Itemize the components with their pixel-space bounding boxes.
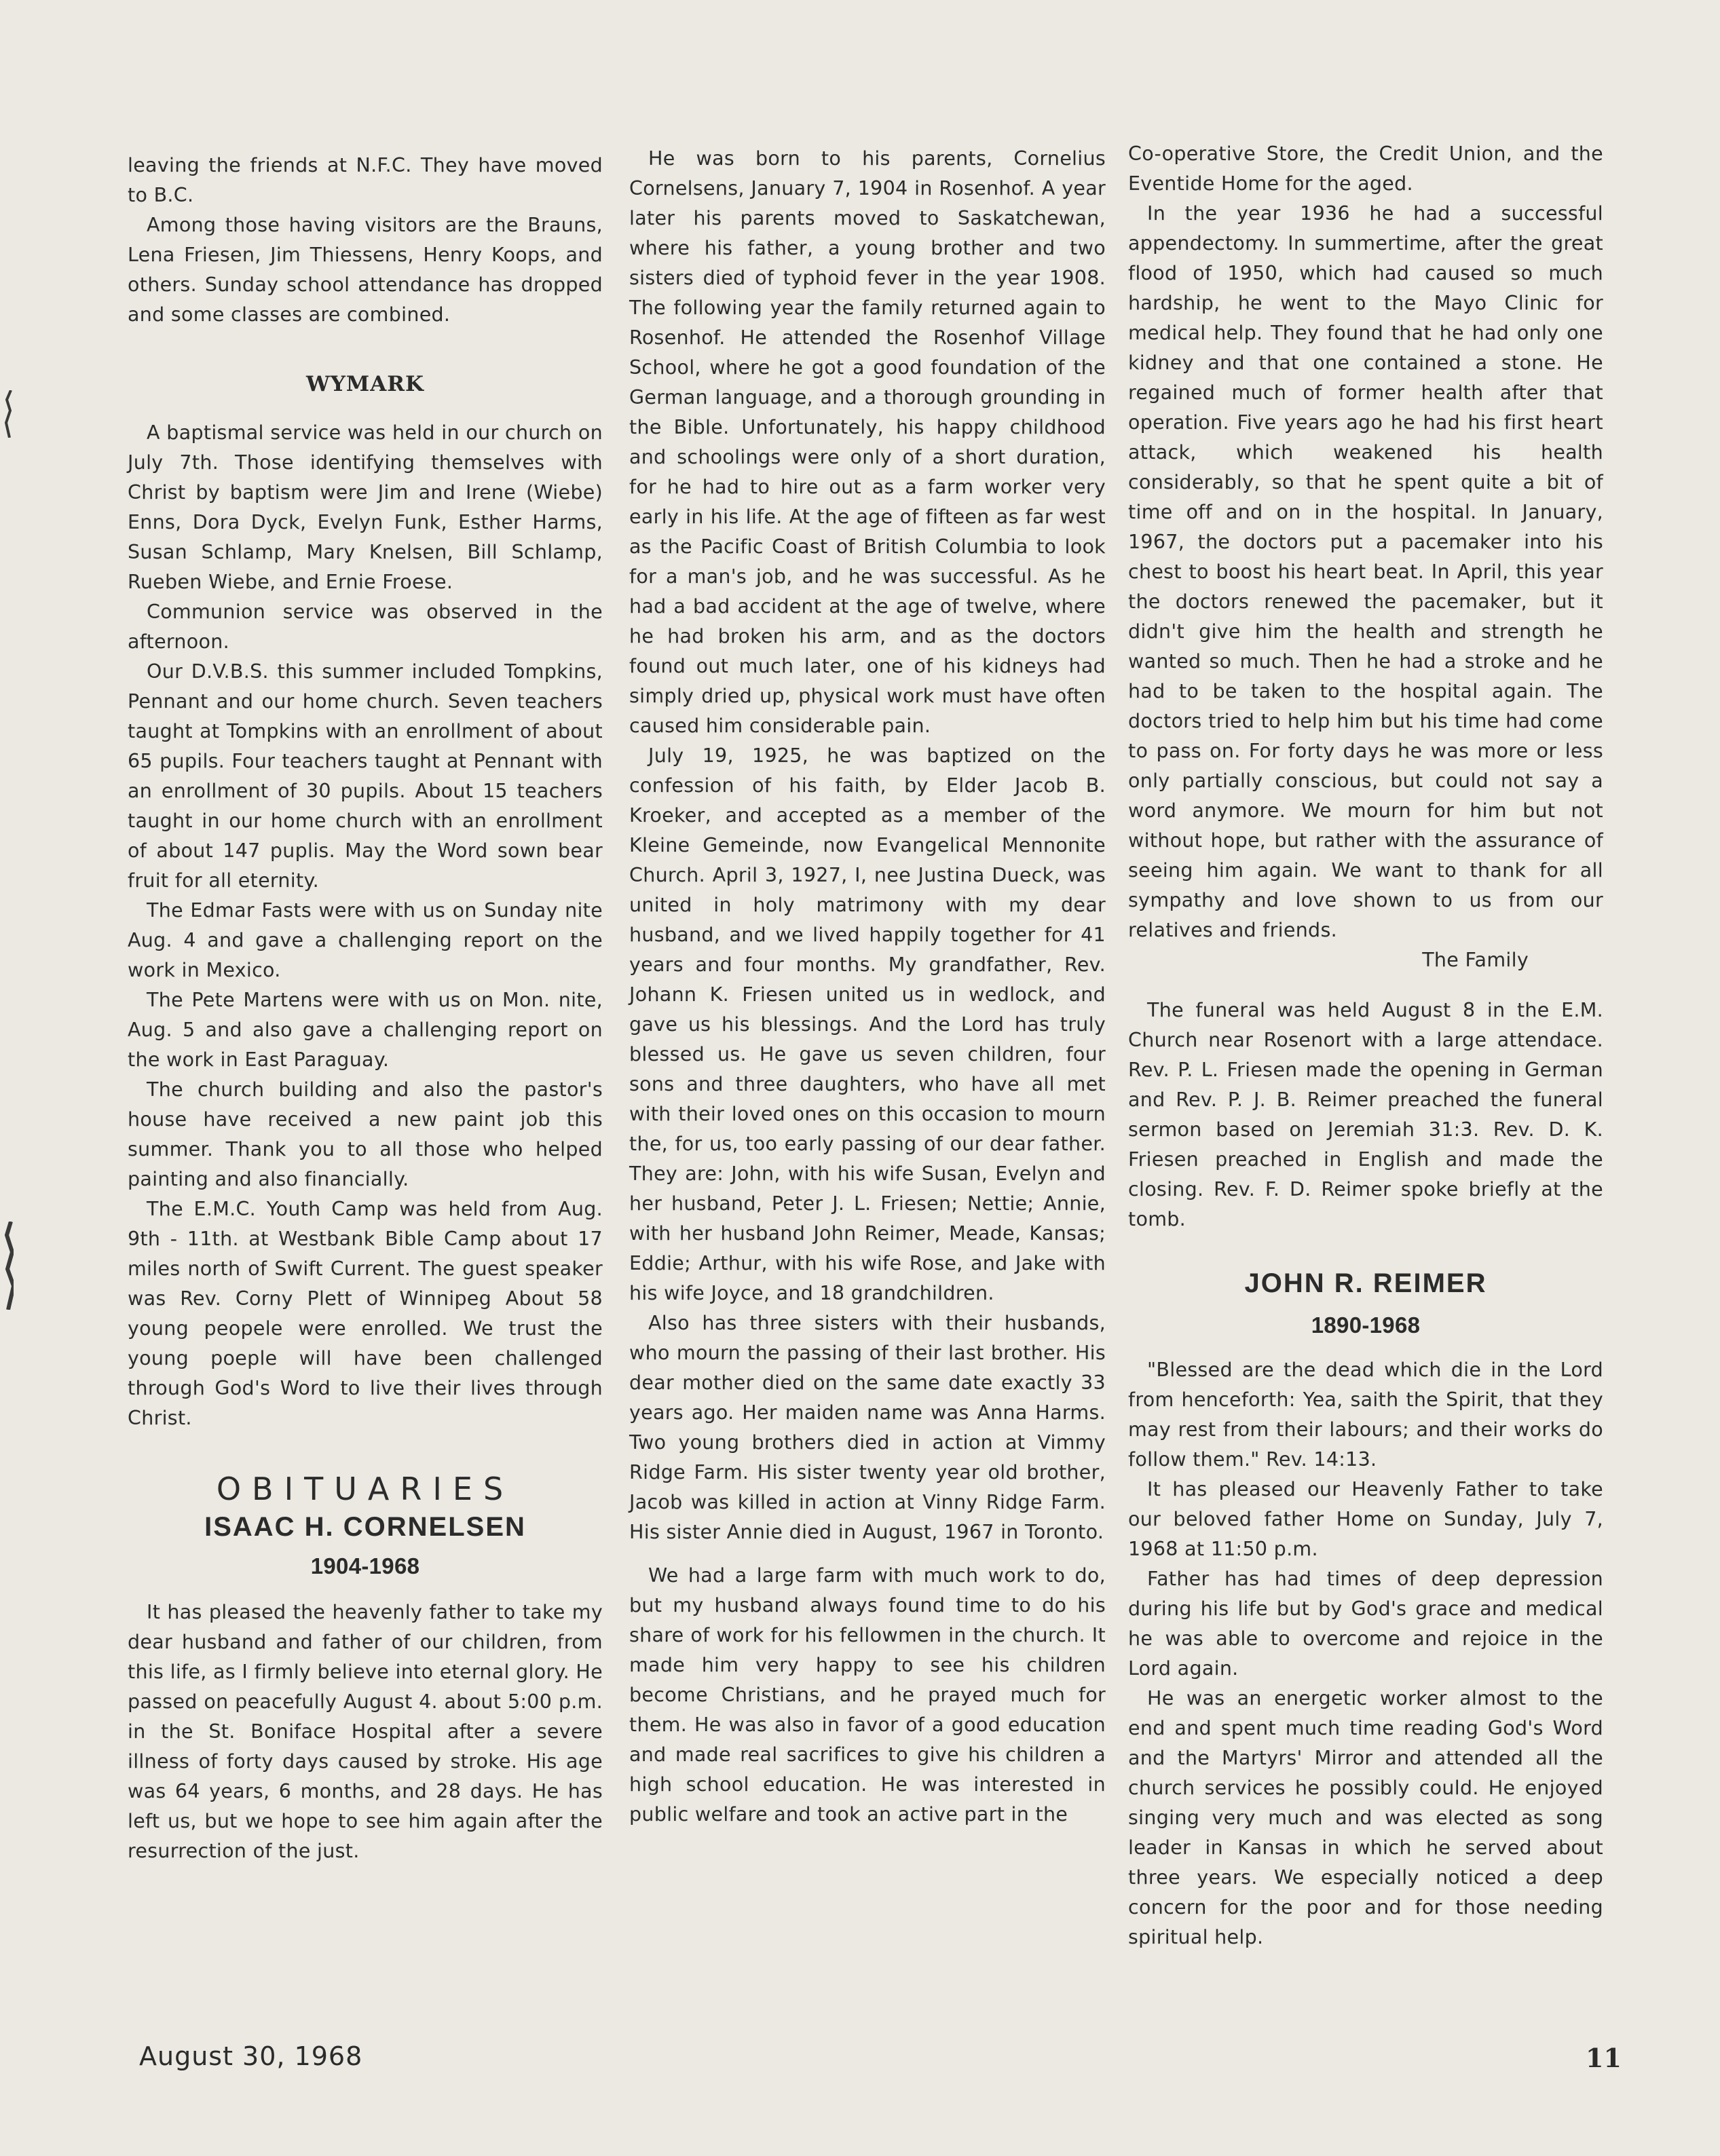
column-middle [629,144,1106,1830]
binding-tear-mark-top [4,390,14,438]
paragraph: leaving the friends at N.F.C. They have moved to B.C. [128,154,603,206]
paragraph: It has pleased our Heavenly Father to take our beloved father Home on Sunday, July 7, 1968 at 11:50 p.m. [1128,1478,1603,1560]
paragraph: It has pleased the heavenly father to take my dear husband and father of our children, from this life, as I firmly believe into eternal glory. He passed on peacefully August 4. about 5:00 p.m. in the St. Boniface Hospital after a severe illness of forty days caused by stroke. His age was 64 years, 6 months, and 28 days. He has left us, but we hope to see him again after the resurrection of the just. [128,1601,603,1862]
paragraph: He was born to his parents, Cornelius Cornelsens, January 7, 1904 in Rosenhof. A year later his parents moved to Saskatchewan, where his father, a young brother and two sisters died of typhoid fever in the year 1908. The following year the family returned again to Rosenhof. He attended the Rosenhof Village School, where he got a good foundation of the German language, and a thorough grounding in the Bible. Unfortunately, his happy childhood and schoolings were only of a short duration, for he had to hire out as a farm worker very early in his life. At the age of fifteen as far west as the Pacific Coast of British Columbia to look for a man's job, and he was successful. As he had a bad accident at the age of twelve, where he had broken his arm, and as the doctors found out much later, one of his kidneys had simply dried up, physical work must have often caused him considerable pain. [629,147,1106,737]
paragraph: Father has had times of deep depression during his life but by God's grace and medical he was able to overcome and rejoice in the Lord again. [1128,1568,1603,1680]
paragraph: A baptismal service was held in our church on July 7th. Those identifying themselves with Christ by baptism were Jim and Irene (Wiebe) Enns, Dora Dyck, Evelyn Funk, Esther Harms, Susan Schlamp, Mary Knelsen, Bill Schlamp, Rueben Wiebe, and Ernie Froese. [128,421,603,593]
obituary-name-cornelsen: ISAAC H. CORNELSEN [204,1512,526,1542]
obituary-name-reimer: JOHN R. REIMER [1244,1268,1487,1298]
paragraph: He was an energetic worker almost to the end and spent much time reading God's Word and the Martyrs' Mirror and attended all the church services he possibly could. He enjoyed singing very much and was elected as song leader in Kansas in which he served about three years. We especially noticed a deep concern for the poor and for those needing spiritual help. [1128,1687,1603,1948]
paragraph: The church building and also the pastor's house have received a new paint job this summer. Thank you to all those who helped painting and also financially. [128,1078,603,1190]
scripture-quote: "Blessed are the dead which die in the Lord from henceforth: Yea, saith the Spirit, that they may rest from their labours; and their works do follow them." Rev. 14:13. [1128,1359,1603,1471]
paragraph: Also has three sisters with their husbands, who mourn the passing of their last brother. His dear mother died on the same date exactly 33 years ago. Her maiden name was Anna Harms. Two young brothers died in action at Vimmy Ridge Farm. His sister twenty year old brother, Jacob was killed in action at Vinny Ridge Farm. His sister Annie died in August, 1967 in Toronto. [629,1312,1106,1543]
paragraph: July 19, 1925, he was baptized on the confession of his faith, by Elder Jacob B. Kroeker, and accepted as a member of the Kleine Gemeinde, now Evangelical Mennonite Church. April 3, 1927, I, nee Justina Dueck, was united in holy matrimony with my dear husband, and we lived happily together for 41 years and four months. My grandfather, Rev. Johann K. Friesen united us in wedlock, and gave us his blessings. And the Lord has truly blessed us. He gave us seven children, four sons and three daughters, who have all met with their loved ones on this occasion to mourn the, for us, too early passing of our dear father. They are: John, with his wife Susan, Evelyn and her husband, Peter J. L. Friesen; Nettie; Annie, with her husband John Reimer, Meade, Kansas; Eddie; Arthur, with his wife Rose, and Jake with his wife Joyce, and 18 grandchildren. [629,744,1106,1304]
paragraph: The Pete Martens were with us on Mon. nite, Aug. 5 and also gave a challenging report on the work in East Paraguay. [128,989,603,1071]
obituary-years-reimer: 1890-1968 [1311,1312,1421,1338]
paragraph: Communion service was observed in the afternoon. [128,601,603,653]
obituary-years-cornelsen: 1904-1968 [310,1553,420,1578]
paragraph: The E.M.C. Youth Camp was held from Aug. 9th - 11th. at Westbank Bible Camp about 17 miles north of Swift Current. The guest speaker was Rev. Corny Plett of Winnipeg About 58 young peopele were enrolled. We trust the young poeple will have been challenged through God's Word to live their lives through Christ. [128,1198,603,1429]
paragraph: Co-operative Store, the Credit Union, and the Eventide Home for the aged. [1128,143,1603,195]
page-number: 11 [1586,2043,1622,2073]
column-right [1128,139,1603,1952]
obituaries-heading: OBITUARIES [216,1471,515,1507]
footer-date: August 30, 1968 [139,2041,363,2071]
paragraph: The funeral was held August 8 in the E.M. Church near Rosenort with a large attendace. Rev. P. L. Friesen made the opening in German and Rev. P. J. B. Reimer preached the funeral sermon based on Jeremiah 31:3. Rev. D. K. Friesen preached in English and made the closing. Rev. F. D. Reimer spoke briefly at the tomb. [1128,999,1603,1230]
paragraph: In the year 1936 he had a successful appendectomy. In summertime, after the great flood of 1950, which had caused so much hardship, he went to the Mayo Clinic for medical help. They found that he had only one kidney and that one contained a stone. He regained much of former health after that operation. Five years ago he had his first heart attack, which weakened his health considerably, so that he spent quite a bit of time off and on in the hospital. In January, 1967, the doctors put a pacemaker into his chest to boost his heart beat. In April, this year the doctors renewed the pacemaker, but it didn't give him the health and strength he wanted so much. Then he had a stroke and he had to be taken to the hospital again. The doctors tried to help him but his time had come to pass on. For forty days he was more or less only partially conscious, but could not say a word anymore. We mourn for him but not without hope, but rather with the assurance of seeing him again. We want to thank for all sympathy and love shown to us from our relatives and friends. [1128,202,1603,941]
paragraph: Our D.V.B.S. this summer included Tompkins, Pennant and our home church. Seven teachers taught at Tompkins with an enrollment of about 65 pupils. Four teachers taught at Pennant with an enrollment of 30 pupils. About 15 teachers taught in our home church with an enrollment of about 147 puplis. May the Word sown bear fruit for all eternity. [128,660,603,892]
paragraph: We had a large farm with much work to do, but my husband always found time to do his share of work for his fellowmen in the church. It made him very happy to see his children become Christians, and he prayed much for them. He was also in favor of a good education and made real sacrifices to give his children a high school education. He was interested in public welfare and took an active part in the [629,1564,1106,1826]
binding-tear-mark-bottom [4,1222,14,1310]
section-heading-wymark: WYMARK [305,372,425,396]
column-left [128,151,603,1866]
paragraph: The Edmar Fasts were with us on Sunday nite Aug. 4 and gave a challenging report on the work in Mexico. [128,899,603,981]
signature-the-family: The Family [1422,949,1529,971]
paragraph: Among those having visitors are the Brauns, Lena Friesen, Jim Thiessens, Henry Koops, and others. Sunday school attendance has dropped and some classes are combined. [128,214,603,326]
